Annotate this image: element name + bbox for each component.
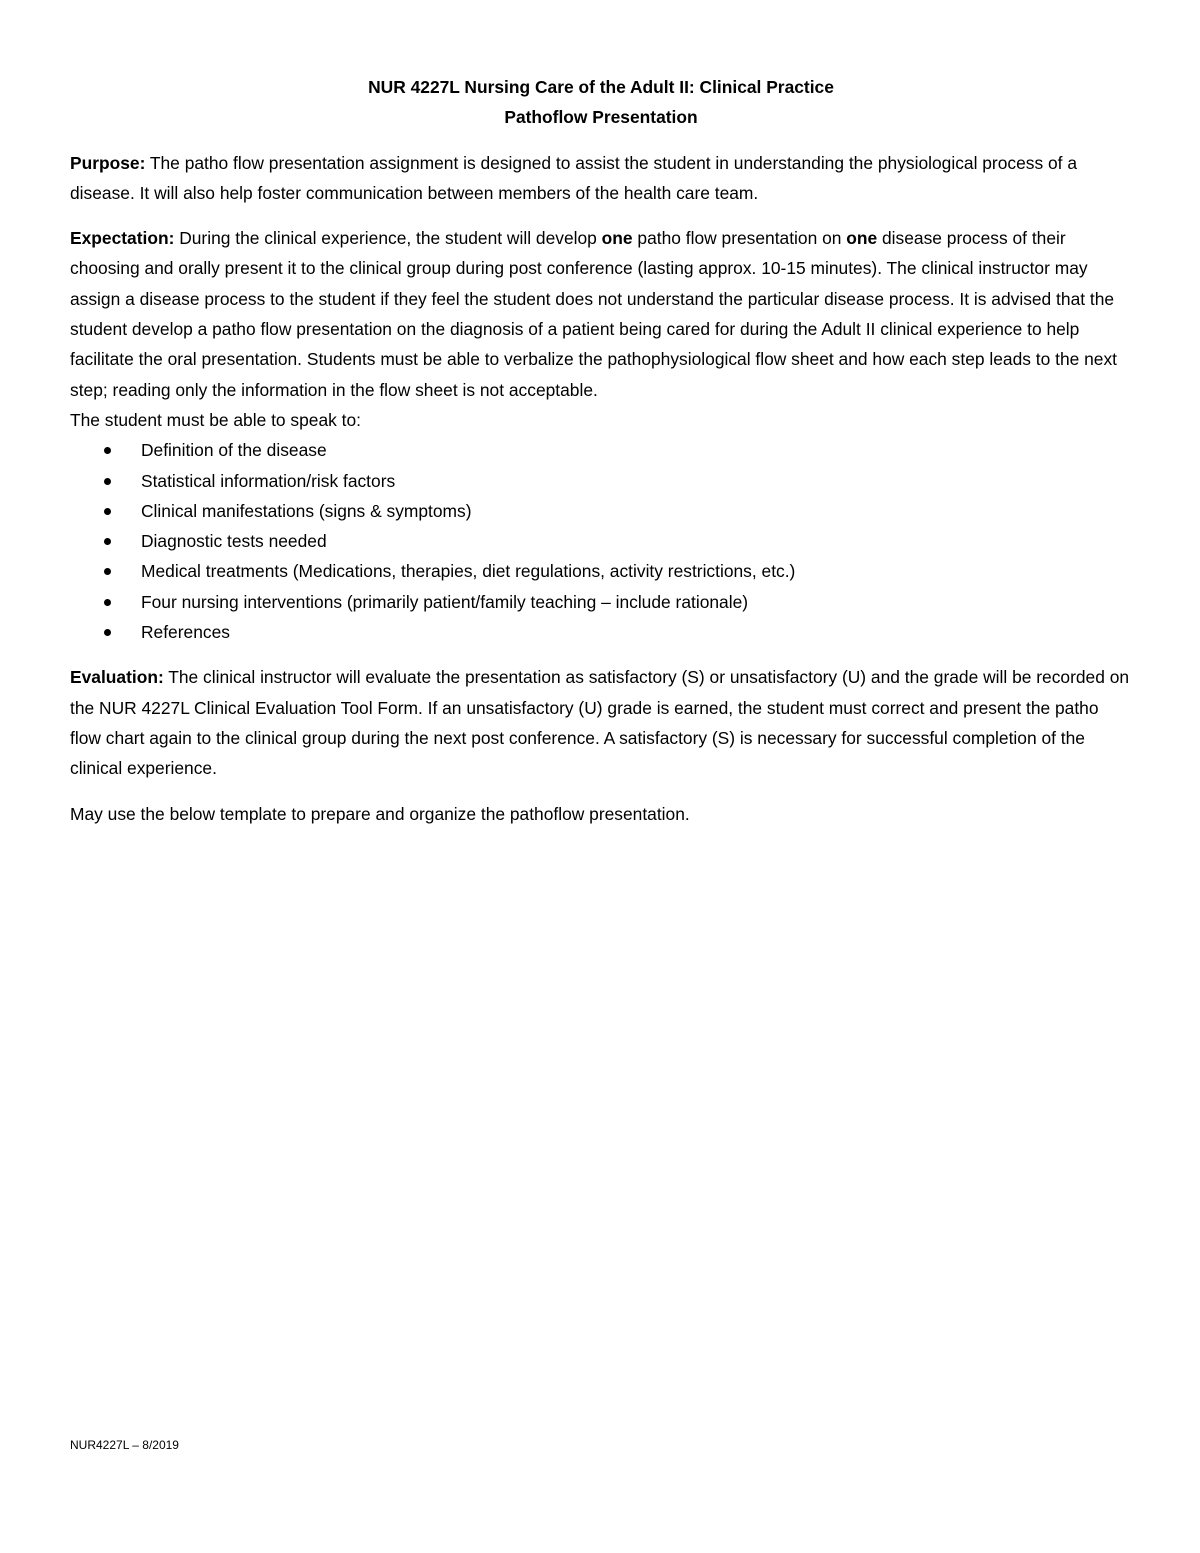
purpose-label: Purpose:: [70, 152, 146, 173]
course-title: NUR 4227L Nursing Care of the Adult II: Clinical Practice: [368, 77, 834, 97]
expectation-emphasis-one-a: one: [601, 228, 633, 249]
bullet-icon: [104, 629, 111, 636]
evaluation-paragraph: [70, 662, 1132, 783]
document-title: [70, 72, 1132, 133]
assignment-title: Pathoflow Presentation: [504, 107, 698, 128]
bullet-icon: [104, 568, 111, 575]
topics-list: [70, 435, 1132, 647]
page-footer: NUR4227L – 8/2019: [70, 1438, 179, 1452]
list-item-text: Medical treatments (Medications, therapies, diet regulations, activity restrictions, etc.): [141, 561, 796, 582]
expectation-label: Expectation:: [70, 228, 175, 249]
expectation-emphasis-one-b: one: [846, 228, 878, 249]
purpose-paragraph: [70, 148, 1132, 209]
evaluation-text: The clinical instructor will evaluate the presentation as satisfactory (S) or unsatisfactory (U) and the grade will be recorded on the NUR 4227L Clinical Evaluation Tool Form. If an unsatisfactory (U) grade is earned, the student must correct and present the patho flow chart again to the clinical group during the next post conference. A satisfactory (S) is necessary for successful completion of the clinical experience.: [70, 667, 1130, 779]
document-body: [70, 72, 1132, 829]
list-item: [70, 496, 1132, 526]
list-item-text: Statistical information/risk factors: [141, 470, 396, 491]
expectation-text-a: During the clinical experience, the student will develop: [174, 228, 602, 249]
speak-intro: The student must be able to speak to:: [70, 409, 361, 430]
expectation-text-c: disease process of their choosing and orally present it to the clinical group during post conference (lasting approx. 10-15 minutes). The clinical instructor may assign a disease process to the student if they feel the student does not understand the particular disease process. It is advised that the student develop a patho flow presentation on the diagnosis of a patient being cared for during the Adult II clinical experience to help facilitate the oral presentation. Students must be able to verbalize the pathophysiological flow sheet and how each step leads to the next step; reading only the information in the flow sheet is not acceptable.: [70, 228, 1117, 400]
list-item-text: Four nursing interventions (primarily patient/family teaching – include rationale): [141, 591, 749, 612]
purpose-text: The patho flow presentation assignment is designed to assist the student in understanding the physiological process of a disease. It will also help foster communication between members of the health care team.: [70, 152, 1077, 203]
bullet-icon: [104, 538, 111, 545]
list-item: [70, 587, 1132, 617]
list-item-text: Definition of the disease: [141, 440, 327, 461]
list-item: [70, 466, 1132, 496]
list-item: [70, 556, 1132, 586]
evaluation-label: Evaluation:: [70, 667, 164, 688]
expectation-text-b: patho flow presentation on: [632, 228, 847, 249]
list-item: [70, 526, 1132, 556]
list-item: [70, 617, 1132, 647]
list-item: [70, 435, 1132, 465]
closing-paragraph: May use the below template to prepare and organize the pathoflow presentation.: [70, 803, 690, 824]
expectation-paragraph: [70, 223, 1132, 405]
bullet-icon: [104, 447, 111, 454]
bullet-icon: [104, 599, 111, 606]
bullet-icon: [104, 508, 111, 515]
list-item-text: Diagnostic tests needed: [141, 531, 327, 552]
list-item-text: Clinical manifestations (signs & symptoms): [141, 500, 472, 521]
list-item-text: References: [141, 622, 230, 643]
bullet-icon: [104, 478, 111, 485]
